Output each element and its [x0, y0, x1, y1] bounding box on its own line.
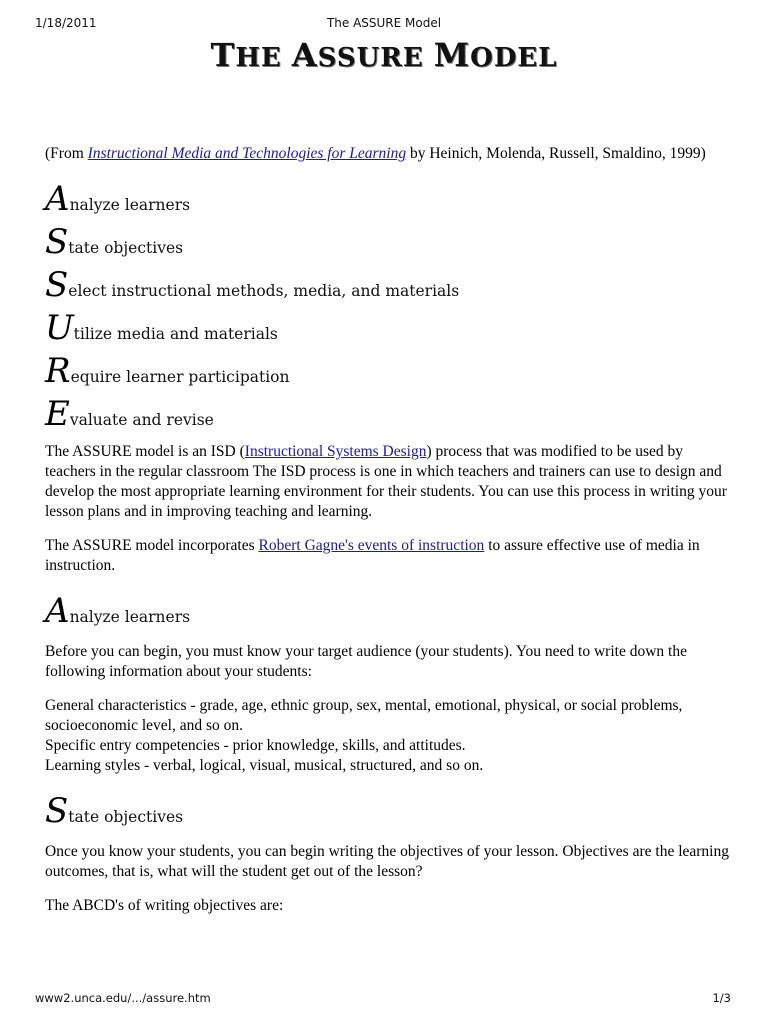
- acronym-letter: U: [45, 308, 74, 348]
- citation-prefix: (From: [45, 145, 88, 162]
- title-cap-a: A: [291, 36, 318, 74]
- section-heading-analyze: [45, 590, 735, 632]
- acronym-text: nalyze learners: [69, 196, 191, 214]
- intro-paragraph-isd: [45, 442, 735, 522]
- title-cap-m: M: [433, 36, 471, 74]
- trait-styles: Learning styles - verbal, logical, visual, musical, structured, and so on.: [45, 757, 484, 774]
- acronym-text: tilize media and materials: [73, 325, 278, 343]
- acronym-item-require: [45, 350, 735, 393]
- intro-text: The ASSURE model incorporates: [45, 537, 259, 554]
- print-header: [0, 16, 768, 34]
- title-part-odel: ODEL: [470, 43, 558, 73]
- acronym-item-state: [45, 221, 735, 264]
- acronym-letter: S: [45, 265, 69, 305]
- acronym-text: elect instructional methods, media, and materials: [68, 282, 460, 300]
- section-letter: A: [45, 591, 70, 631]
- acronym-item-analyze: [45, 178, 735, 221]
- trait-entry: Specific entry competencies - prior knowledge, skills, and attitudes.: [45, 737, 466, 754]
- print-date: 1/18/2011: [35, 16, 97, 30]
- acronym-letter: E: [45, 394, 70, 434]
- footer-url: www2.unca.edu/.../assure.htm: [35, 991, 211, 1005]
- acronym-text: equire learner participation: [70, 368, 290, 386]
- state-paragraph: Once you know your students, you can begin writing the objectives of your lesson. Objectives are the learning outcomes, that is, what will the student get out of the lesson?: [45, 843, 729, 880]
- isd-link[interactable]: Instructional Systems Design: [244, 443, 427, 460]
- book-link[interactable]: Instructional Media and Technologies for Learning: [87, 145, 407, 162]
- section-heading-state: [45, 790, 735, 832]
- section-letter: S: [45, 791, 69, 831]
- acronym-letter: A: [45, 179, 70, 219]
- section-title: nalyze learners: [69, 608, 191, 626]
- title-part-ssure: SSURE: [317, 43, 434, 73]
- abcd-paragraph: The ABCD's of writing objectives are:: [45, 897, 284, 914]
- intro-text: ) process that was modified to be used by teachers in the regular classroom The ISD process is one in which teachers and trainers can use to design and develop the most appropriate learning environment for their students. You can use this process in writing your lesson plans and in improving teaching and learning.: [45, 443, 727, 520]
- intro-text: to assure effective use of media in instruction.: [45, 537, 700, 574]
- acronym-item-evaluate: [45, 393, 735, 436]
- source-citation: [45, 144, 735, 164]
- print-footer: [0, 991, 768, 1007]
- acronym-list: [45, 178, 735, 436]
- intro-text: The ASSURE model is an ISD (: [45, 443, 245, 460]
- gagne-link[interactable]: Robert Gagne's events of instruction: [258, 537, 485, 554]
- article-body: [45, 144, 735, 930]
- page-number: 1/3: [712, 991, 731, 1005]
- learner-traits: [45, 696, 735, 776]
- acronym-text: tate objectives: [68, 239, 184, 257]
- title-cap-t: T: [210, 36, 236, 74]
- acronym-letter: R: [45, 351, 71, 391]
- print-page-title: The ASSURE Model: [326, 16, 442, 30]
- trait-general: General characteristics - grade, age, ethnic group, sex, mental, emotional, physical, or social problems, socioeconomic level, and so on.: [45, 697, 683, 734]
- citation-suffix: by Heinich, Molenda, Russell, Smaldino, 1999): [406, 145, 706, 162]
- intro-paragraph-gagne: [45, 536, 735, 576]
- acronym-item-select: [45, 264, 735, 307]
- acronym-letter: S: [45, 222, 69, 262]
- analyze-paragraph: Before you can begin, you must know your target audience (your students). You need to write down the following information about your students:: [45, 643, 687, 680]
- acronym-text: valuate and revise: [69, 411, 214, 429]
- title-part-he: HE: [235, 43, 292, 73]
- acronym-item-utilize: [45, 307, 735, 350]
- page-title: [0, 36, 768, 74]
- section-title: tate objectives: [68, 808, 184, 826]
